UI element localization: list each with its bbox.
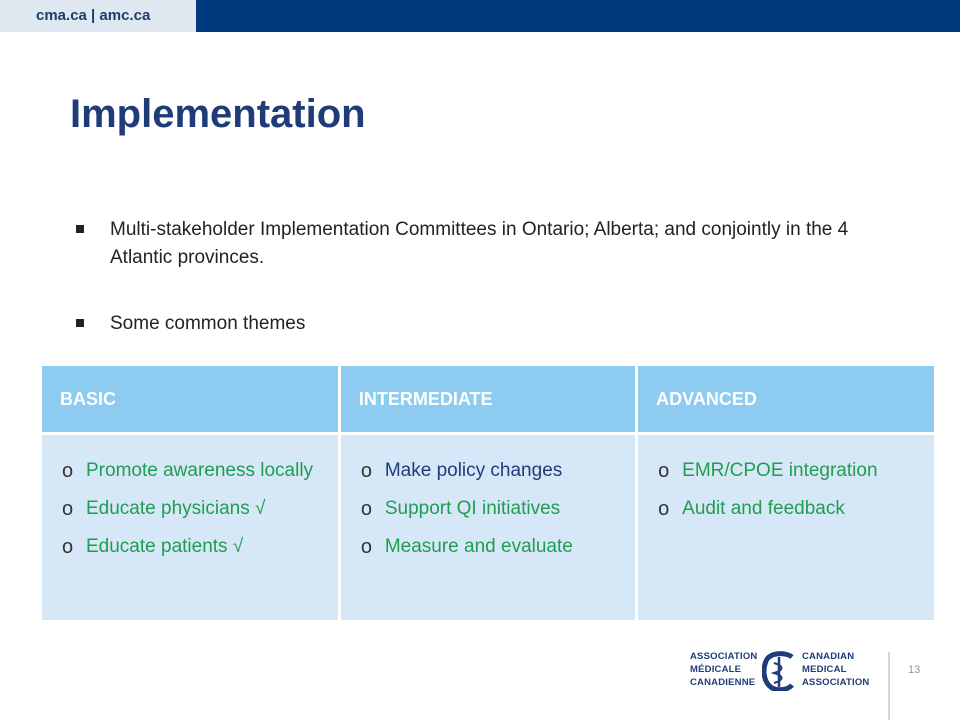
logo-text-en: CANADIAN MEDICAL ASSOCIATION bbox=[802, 651, 870, 688]
slide-title: Implementation bbox=[70, 92, 366, 136]
list-item: o Educate physicians √ bbox=[62, 495, 324, 523]
caduceus-emblem-icon bbox=[762, 651, 796, 691]
square-bullet-icon bbox=[76, 225, 84, 233]
header-basic: BASIC bbox=[42, 366, 339, 434]
site-url-tab[interactable]: cma.ca | amc.ca bbox=[0, 0, 196, 32]
top-bar bbox=[0, 0, 960, 32]
bullet-item bbox=[76, 310, 876, 338]
bullet-text: Some common themes bbox=[110, 313, 306, 334]
basic-cell bbox=[42, 434, 339, 621]
advanced-cell bbox=[637, 434, 934, 621]
list-item: o Educate patients √ bbox=[62, 533, 324, 561]
list-item: o Make policy changes bbox=[361, 457, 621, 485]
cma-logo bbox=[688, 650, 874, 694]
circle-bullet-icon: o bbox=[360, 460, 372, 482]
bullet-list bbox=[76, 216, 876, 376]
list-item: o Promote awareness locally bbox=[62, 457, 324, 485]
header-advanced: ADVANCED bbox=[637, 366, 934, 434]
list-item: o EMR/CPOE integration bbox=[658, 457, 920, 485]
circle-bullet-icon: o bbox=[658, 498, 670, 520]
themes-table bbox=[42, 366, 934, 620]
bullet-item bbox=[76, 216, 876, 272]
intermediate-cell bbox=[339, 434, 636, 621]
list-item: o Audit and feedback bbox=[658, 495, 920, 523]
page-number: 13 bbox=[908, 664, 921, 676]
list-item: o Measure and evaluate bbox=[361, 533, 621, 561]
circle-bullet-icon: o bbox=[62, 498, 74, 520]
circle-bullet-icon: o bbox=[658, 460, 670, 482]
header-intermediate: INTERMEDIATE bbox=[339, 366, 636, 434]
square-bullet-icon bbox=[76, 319, 84, 327]
circle-bullet-icon: o bbox=[62, 460, 74, 482]
footer-divider bbox=[888, 652, 890, 720]
bullet-text: Multi-stakeholder Implementation Committees in Ontario; Alberta; and conjointly in the 4 Atlantic provinces. bbox=[110, 219, 849, 268]
logo-text-fr: ASSOCIATION MÉDICALE CANADIENNE bbox=[690, 651, 758, 688]
list-item: o Support QI initiatives bbox=[361, 495, 621, 523]
circle-bullet-icon: o bbox=[360, 536, 372, 558]
circle-bullet-icon: o bbox=[360, 498, 372, 520]
circle-bullet-icon: o bbox=[62, 536, 74, 558]
